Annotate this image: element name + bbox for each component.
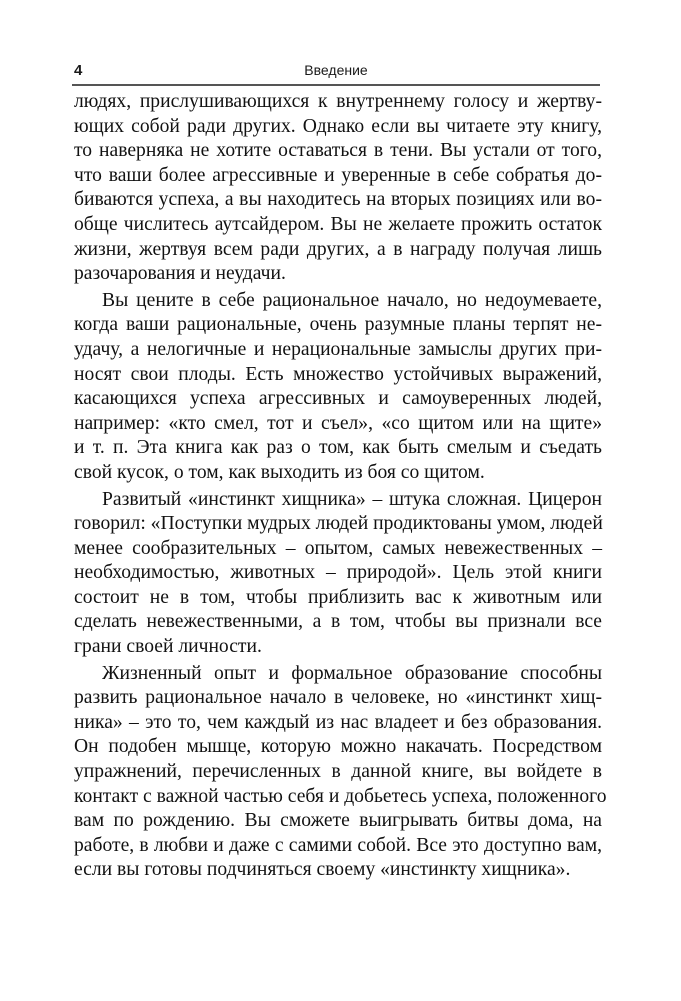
text-line: сделать невежественными, а в том, чтобы вы признали все	[74, 611, 602, 633]
text-line: разочарования и неудачи.	[74, 263, 286, 285]
text-line: обще числитесь аутсайдером. Вы не желаете прожить остаток	[74, 213, 602, 235]
paragraph	[74, 289, 602, 486]
text-line: грани своей личности.	[74, 636, 262, 658]
page-number: 4	[74, 62, 83, 79]
text-line: жизни, жертвуя всем ради других, а в награду получая лишь	[74, 238, 602, 260]
text-line: необходимостью, животных – природой». Цель этой книги	[74, 562, 602, 584]
text-line: ющих собой ради других. Однако если вы читаете эту книгу,	[74, 115, 602, 137]
text-line: контакт с важной частью себя и добьетесь успеха, положенного	[74, 785, 607, 807]
text-line: что ваши более агрессивные и уверенные в себе собратья до-	[74, 164, 602, 186]
text-line: свой кусок, о том, как выходить из боя со щитом.	[74, 461, 485, 483]
text-line: носят свои плоды. Есть множество устойчивых выражений,	[74, 363, 602, 385]
text-line: вам по рождению. Вы сможете выигрывать битвы дома, на	[74, 810, 602, 832]
text-line: касающихся успеха агрессивных и самоуверенных людей,	[74, 388, 602, 410]
paragraph	[74, 90, 602, 287]
paragraph	[74, 488, 602, 660]
body-text	[74, 90, 607, 885]
text-line: например: «кто смел, тот и съел», «со щитом или на щите»	[74, 412, 602, 434]
text-line: то наверняка не хотите оставаться в тени. Вы устали от того,	[74, 140, 602, 162]
text-line: когда ваши рациональные, очень разумные планы терпят не-	[74, 314, 602, 336]
text-line: если вы готовы подчиняться своему «инстинкту хищника».	[74, 859, 571, 881]
text-line: работе, в любви и даже с самими собой. Все это доступно вам,	[74, 834, 602, 856]
text-line: удачу, а нелогичные и нерациональные замыслы других при-	[74, 338, 602, 360]
text-line: упражнений, перечисленных в данной книге, вы войдете в	[74, 761, 602, 783]
running-title: Введение	[304, 62, 368, 78]
text-line: менее сообразительных – опытом, самых невежественных –	[74, 537, 602, 559]
text-line: людях, прислушивающихся к внутреннему голосу и жертву-	[74, 91, 602, 112]
text-line: Развитый «инстинкт хищника» – штука сложная. Цицерон	[102, 488, 602, 510]
text-line: развить рациональное начало в человеке, но «инстинкт хищ-	[74, 687, 602, 709]
page-header	[72, 62, 600, 84]
text-line: ника» – это то, чем каждый из нас владеет и без образования.	[74, 711, 602, 733]
text-line: Он подобен мышце, которую можно накачать. Посредством	[74, 736, 602, 758]
text-line: Жизненный опыт и формальное образование способны	[102, 662, 602, 684]
text-line: и т. п. Эта книга как раз о том, как быть смелым и съедать	[74, 437, 602, 459]
text-line: биваются успеха, а вы находитесь на вторых позициях или во-	[74, 189, 602, 211]
header-rule	[72, 84, 600, 86]
text-line: Вы цените в себе рациональное начало, но недоумеваете,	[102, 289, 602, 311]
paragraph	[74, 662, 607, 883]
text-line: говорил: «Поступки мудрых людей продиктованы умом, людей	[74, 513, 603, 535]
text-line: состоит не в том, чтобы приблизить вас к животным или	[74, 586, 602, 608]
